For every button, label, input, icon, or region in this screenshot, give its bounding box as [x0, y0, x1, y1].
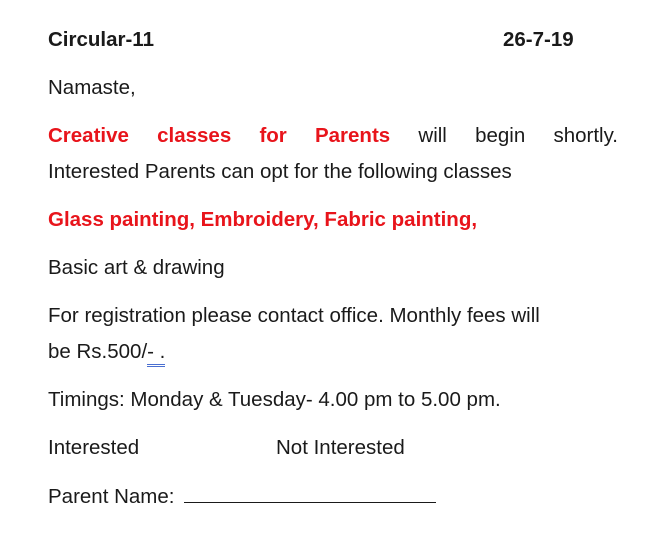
registration-paragraph: [48, 302, 540, 366]
announcement-line-2: Interested Parents can opt for the following classes: [48, 160, 512, 183]
announcement-line-1: [48, 122, 618, 150]
highlighted-classes: Glass painting, Embroidery, Fabric painting,: [48, 208, 478, 231]
announcement-word: shortly.: [553, 124, 618, 147]
announcement-word: Parents: [314, 124, 391, 147]
circular-number: Circular-11: [48, 28, 154, 51]
fee-amount: be Rs.500/: [48, 340, 148, 363]
plain-class: Basic art & drawing: [48, 256, 225, 279]
parent-name-label: Parent Name:: [48, 485, 181, 508]
parent-name-blank: [184, 482, 436, 503]
option-not-interested: Not Interested: [276, 436, 405, 459]
announcement-paragraph: [48, 122, 618, 186]
registration-line-1: For registration please contact office. Monthly fees will: [48, 304, 540, 327]
timings: Timings: Monday & Tuesday- 4.00 pm to 5.00 pm.: [48, 388, 501, 411]
announcement-word: begin: [475, 124, 526, 147]
option-interested: Interested: [48, 436, 140, 459]
announcement-word: for: [259, 124, 287, 147]
greeting: Namaste,: [48, 76, 136, 99]
announcement-word: Creative: [48, 124, 129, 147]
fee-grammar-mark: - .: [147, 340, 165, 367]
circular-date: 26-7-19: [503, 28, 574, 51]
parent-name-row: [48, 482, 436, 511]
announcement-word: will: [418, 124, 447, 147]
registration-line-2: [48, 338, 540, 366]
announcement-word: classes: [157, 124, 232, 147]
